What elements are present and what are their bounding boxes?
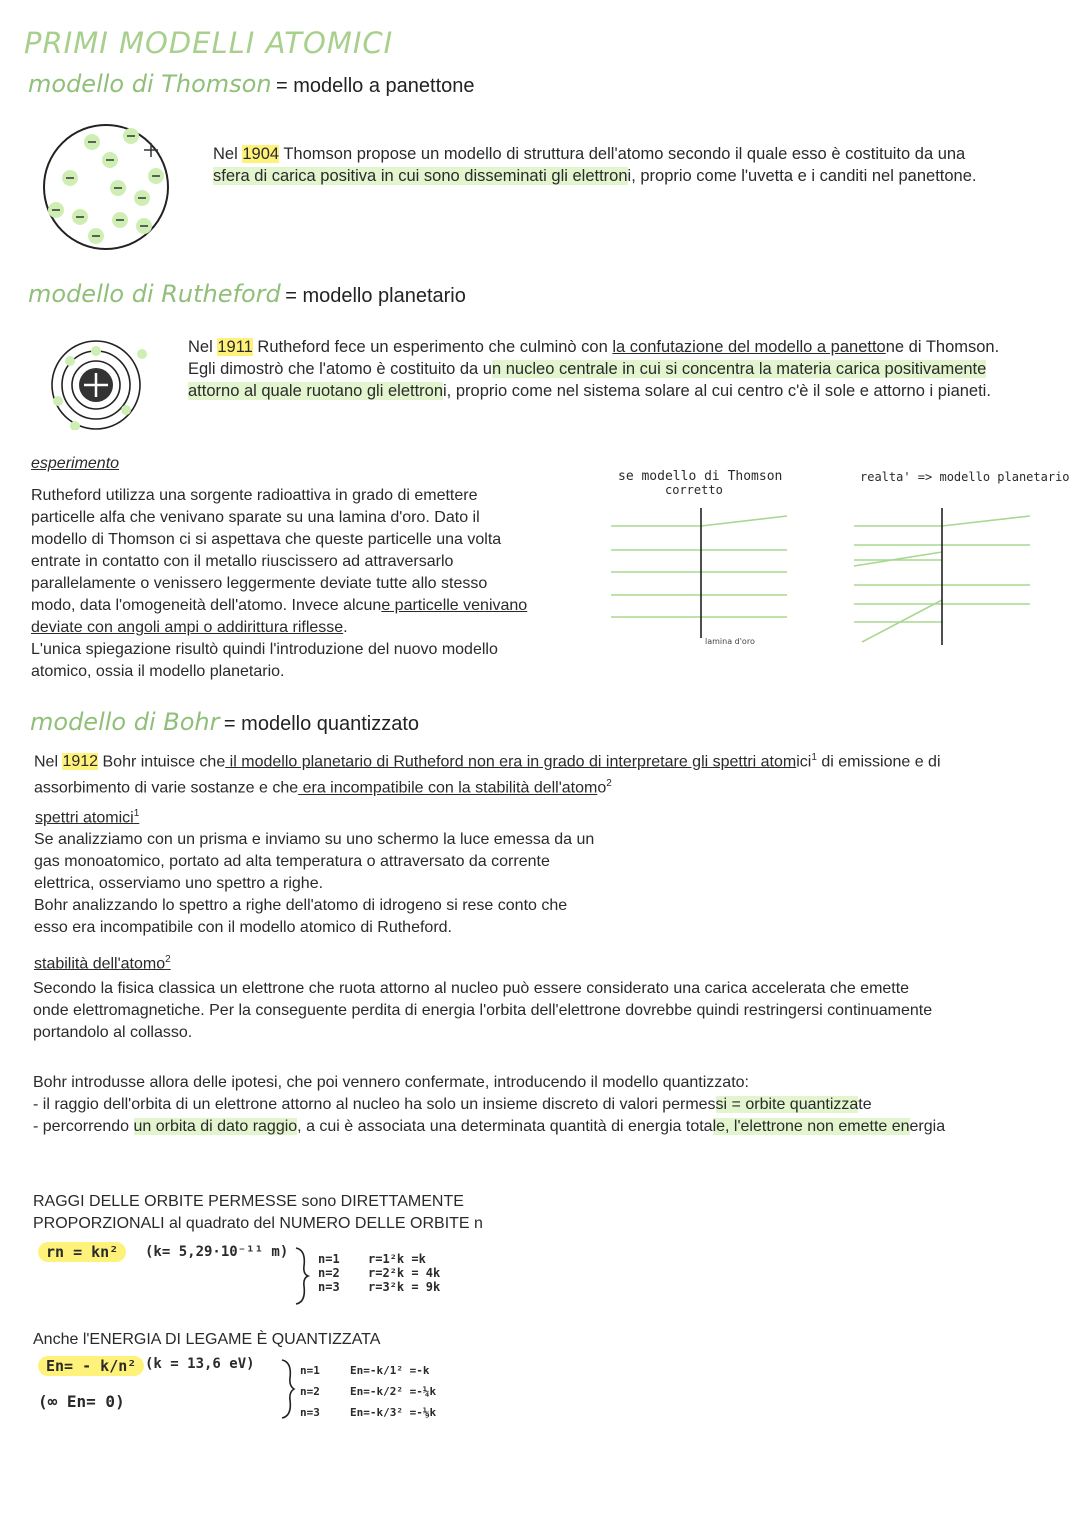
diagram-rutherford: [848, 500, 1038, 650]
bohr-heading: [30, 708, 419, 736]
thomson-heading: [28, 70, 475, 98]
energia-formula: En= - k/n²: [38, 1356, 144, 1376]
energia-table: n=1 En=-k/1² =-k n=2 En=-k/2² =-¼k n=3 En=-k/3² =-⅑k: [300, 1364, 437, 1419]
thomson-year: 1904: [242, 145, 280, 163]
energia-heading: Anche l'ENERGIA DI LEGAME È QUANTIZZATA: [33, 1331, 381, 1348]
bohr-year: 1912: [62, 753, 99, 771]
diagram-rutherford-title: realta' => modello planetario: [860, 470, 1070, 484]
lamina-label: lamina d'oro: [705, 637, 755, 646]
stabilita-label: stabilità dell'atomo$^2$: [34, 954, 171, 973]
spettri-paragraph: Se analizziamo con un prisma e inviamo su uno schermo la luce emessa da un gas monoatomico, portato ad alta temperatura o attraversato da corrente elettrica, osserviamo uno spettro a righe. Bohr analizzando lo spettro a righe dell'atomo di idrogeno si rese conto che esso era incompatibile con il modello atomico di Rutheford.: [34, 831, 595, 936]
energia-brace: [278, 1358, 298, 1420]
stabilita-paragraph: Secondo la fisica classica un elettrone che ruota attorno al nucleo può essere considerato una carica accelerata che emette onde elettromagnetiche. Per la conseguente perdita di energia l'orbita dell'elettrone dovrebbe quindi restringersi continuamente portandolo al collasso.: [33, 980, 933, 1041]
bohr-heading-rest: = modello quantizzato: [223, 713, 420, 735]
rutherford-heading-hand: modello di Rutheford: [28, 280, 281, 308]
raggi-table: n=1 r=1²k =k n=2 r=2²k = 4k n=3 r=3²k = 9k: [318, 1252, 441, 1294]
raggi-constant: (k= 5,29·10⁻¹¹ m): [145, 1244, 289, 1260]
raggi-paragraph: RAGGI DELLE ORBITE PERMESSE sono DIRETTAMENTE PROPORZIONALI al quadrato del NUMERO DELLE ORBITE n: [33, 1193, 483, 1232]
rutherford-heading: [28, 280, 466, 308]
rutherford-year: 1911: [217, 338, 253, 356]
thomson-heading-hand: modello di Thomson: [28, 70, 272, 98]
energia-constant: (k = 13,6 eV): [145, 1356, 255, 1372]
bohr-paragraph: Nel 1912 Bohr intuisce che il modello planetario di Rutheford non era in grado di interpretare gli spettri atomici$^1$ di emissione e di assorbimento di varie sostanze e che era incompatibile con la stabilità dell'atomo$^2$: [34, 752, 941, 797]
rutherford-paragraph: Nel 1911 Rutheford fece un esperimento che culminò con la confutazione del modello a panettone di Thomson. Egli dimostrò che l'atomo è costituito da un nucleo centrale in cui si concentra la materia carica positivamente attorno al quale ruotano gli elettroni, proprio come nel sistema solare al cui centro c'è il sole e attorno i pianeti.: [188, 338, 1000, 400]
thomson-atom-diagram: [38, 120, 178, 252]
diagram-thomson: [605, 500, 795, 650]
energia-infinity: (∞ En= 0): [38, 1392, 125, 1411]
spettri-label: spettri atomici$^1$: [35, 808, 140, 827]
rutherford-heading-rest: = modello planetario: [285, 285, 466, 307]
esperimento-label: esperimento: [31, 455, 120, 472]
bohr-heading-hand: modello di Bohr: [30, 708, 220, 736]
thomson-heading-rest: = modello a panettone: [276, 75, 475, 97]
thomson-paragraph: Nel 1904 Thomson propose un modello di struttura dell'atomo secondo il quale esso è costituito da una sfera di carica positiva in cui sono disseminati gli elettroni, proprio come l'uvetta e i canditi nel panettone.: [213, 145, 977, 185]
diagram-thomson-title: se modello di Thomson: [618, 469, 783, 484]
ipotesi-paragraph: Bohr introdusse allora delle ipotesi, che poi vennero confermate, introducendo il modello quantizzato: - il raggio dell'orbita di un elettrone attorno al nucleo ha solo un insieme discreto di valori permessi = orbite quantizzate - percorrendo un orbita di dato raggio, a cui è associata una determinata quantità di energia totale, l'elettrone non emette energia: [33, 1074, 946, 1135]
rutherford-atom-diagram: [38, 340, 158, 430]
page-title: PRIMI MODELLI ATOMICI: [24, 26, 394, 60]
raggi-brace: [292, 1246, 312, 1306]
raggi-formula: rn = kn²: [38, 1242, 126, 1262]
esperimento-paragraph: Rutheford utilizza una sorgente radioattiva in grado di emettere particelle alfa che venivano sparate su una lamina d'oro. Dato il modello di Thomson ci si aspettava che queste particelle una volta entrate in contatto con il metallo riuscissero ad attraversarlo parallelamente o venissero leggermente deviate tutte allo stesso modo, data l'omogeneità dell'atomo. Invece alcune particelle venivano deviate con angoli ampi o addirittura riflesse. L'unica spiegazione risultò quindi l'introduzione del nuovo modello atomico, ossia il modello planetario.: [31, 487, 528, 680]
diagram-thomson-subtitle: corretto: [665, 483, 723, 497]
